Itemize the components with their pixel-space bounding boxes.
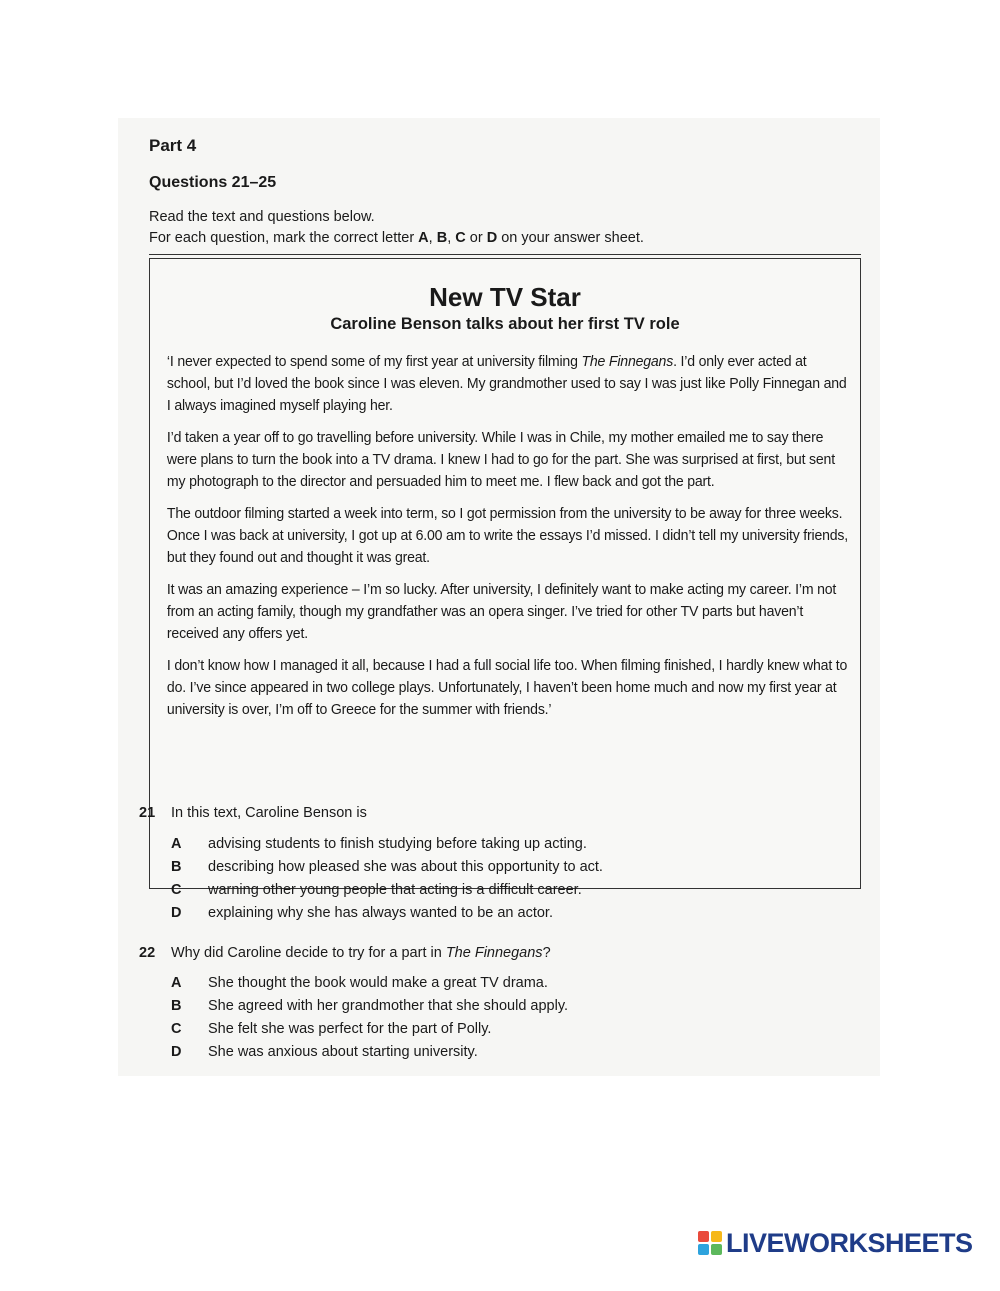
article-paragraph-1 (167, 351, 853, 417)
letter-c: C (455, 230, 466, 246)
option-text: She thought the book would make a great TV drama. (208, 975, 548, 991)
instruction-text: For each question, mark the correct letter (149, 230, 419, 246)
instruction-line-2 (149, 228, 644, 249)
divider-rule (149, 254, 861, 255)
paragraph-text: . I’d only ever acted at school, but I’d loved the book since I was eleven. My grandmother used to say I was just like Polly Finnegan and I always imagined myself playing her. (166, 353, 847, 414)
article-subtitle: Caroline Benson talks about her first TV role (330, 315, 680, 333)
article-body (150, 351, 864, 721)
letter-b: B (436, 230, 448, 246)
part-title: Part 4 (149, 136, 197, 155)
option-text: advising students to finish studying before taking up acting. (208, 836, 587, 852)
logo-square (698, 1231, 709, 1242)
question-stem: In this text, Caroline Benson is (171, 805, 367, 821)
stem-text: Why did Caroline decide to try for a part in (171, 945, 446, 961)
article-paragraph-2: I’d taken a year off to go travelling before university. While I was in Chile, my mother emailed me to say there were plans to turn the book into a TV drama. I knew I had to go for the part. She was surprised at first, but sent my photograph to the director and persuaded him to meet me. I flew back and got the part. (166, 429, 835, 490)
option-text: warning other young people that acting is a difficult career. (208, 882, 582, 898)
separator: , (428, 230, 437, 246)
option-letter: A (171, 975, 182, 991)
option-text: She felt she was perfect for the part of Polly. (208, 1021, 492, 1037)
paragraph-text: ‘I never expected to spend some of my first year at university filming (166, 353, 582, 370)
option-text: She agreed with her grandmother that she should apply. (208, 998, 569, 1014)
questions-range: Questions 21–25 (149, 174, 277, 191)
logo-squares-icon (698, 1231, 722, 1255)
question-number: 22 (139, 945, 156, 961)
option-letter: A (171, 836, 182, 852)
logo-text: LIVEWORKSHEETS (726, 1227, 973, 1258)
question-stem (171, 945, 551, 961)
book-title: The Finnegans (581, 353, 674, 370)
instruction-line-1: Read the text and questions below. (149, 209, 375, 225)
article-title: New TV Star (429, 282, 581, 312)
logo-square (698, 1244, 709, 1255)
logo-square (711, 1231, 722, 1242)
article-box (149, 258, 861, 889)
letter-d: D (486, 230, 498, 246)
worksheet-page (118, 118, 880, 1076)
article-paragraph-3: The outdoor filming started a week into term, so I got permission from the university to be away for three weeks. Once I was back at university, I got up at 6.00 am to write the essays I’d missed. I didn’t tell my university friends, but they found out and thought it was great. (166, 505, 849, 566)
instructions (149, 207, 644, 249)
book-title: The Finnegans (445, 945, 543, 961)
article-paragraph-4: It was an amazing experience – I’m so lucky. After university, I definitely want to make acting my career. I’m not from an acting family, though my grandfather was an opera singer. I’ve tried for other TV parts but haven’t received any offers yet. (166, 581, 837, 642)
question-number: 21 (139, 805, 156, 821)
instruction-text: on your answer sheet. (497, 230, 644, 246)
article-paragraph-5: I don’t know how I managed it all, because I had a full social life too. When filming finished, I hardly knew what to do. I’ve since appeared in two college plays. Unfortunately, I haven’t been home much and now my first year at university is over, I’m off to Greece for the summer with friends.’ (166, 657, 848, 718)
option-letter: B (171, 998, 182, 1014)
stem-text: ? (542, 945, 551, 961)
separator: , (447, 230, 456, 246)
option-letter: D (171, 1044, 182, 1060)
option-text: She was anxious about starting university. (208, 1044, 478, 1060)
option-letter: B (171, 859, 182, 875)
separator: or (465, 230, 487, 246)
option-text: describing how pleased she was about this opportunity to act. (208, 859, 603, 875)
logo-square (711, 1244, 722, 1255)
option-letter: D (171, 905, 182, 921)
option-letter: C (171, 1021, 182, 1037)
liveworksheets-logo (698, 1228, 973, 1258)
option-letter: C (171, 882, 182, 898)
letter-a: A (418, 230, 429, 246)
option-text: explaining why she has always wanted to be an actor. (208, 905, 553, 921)
